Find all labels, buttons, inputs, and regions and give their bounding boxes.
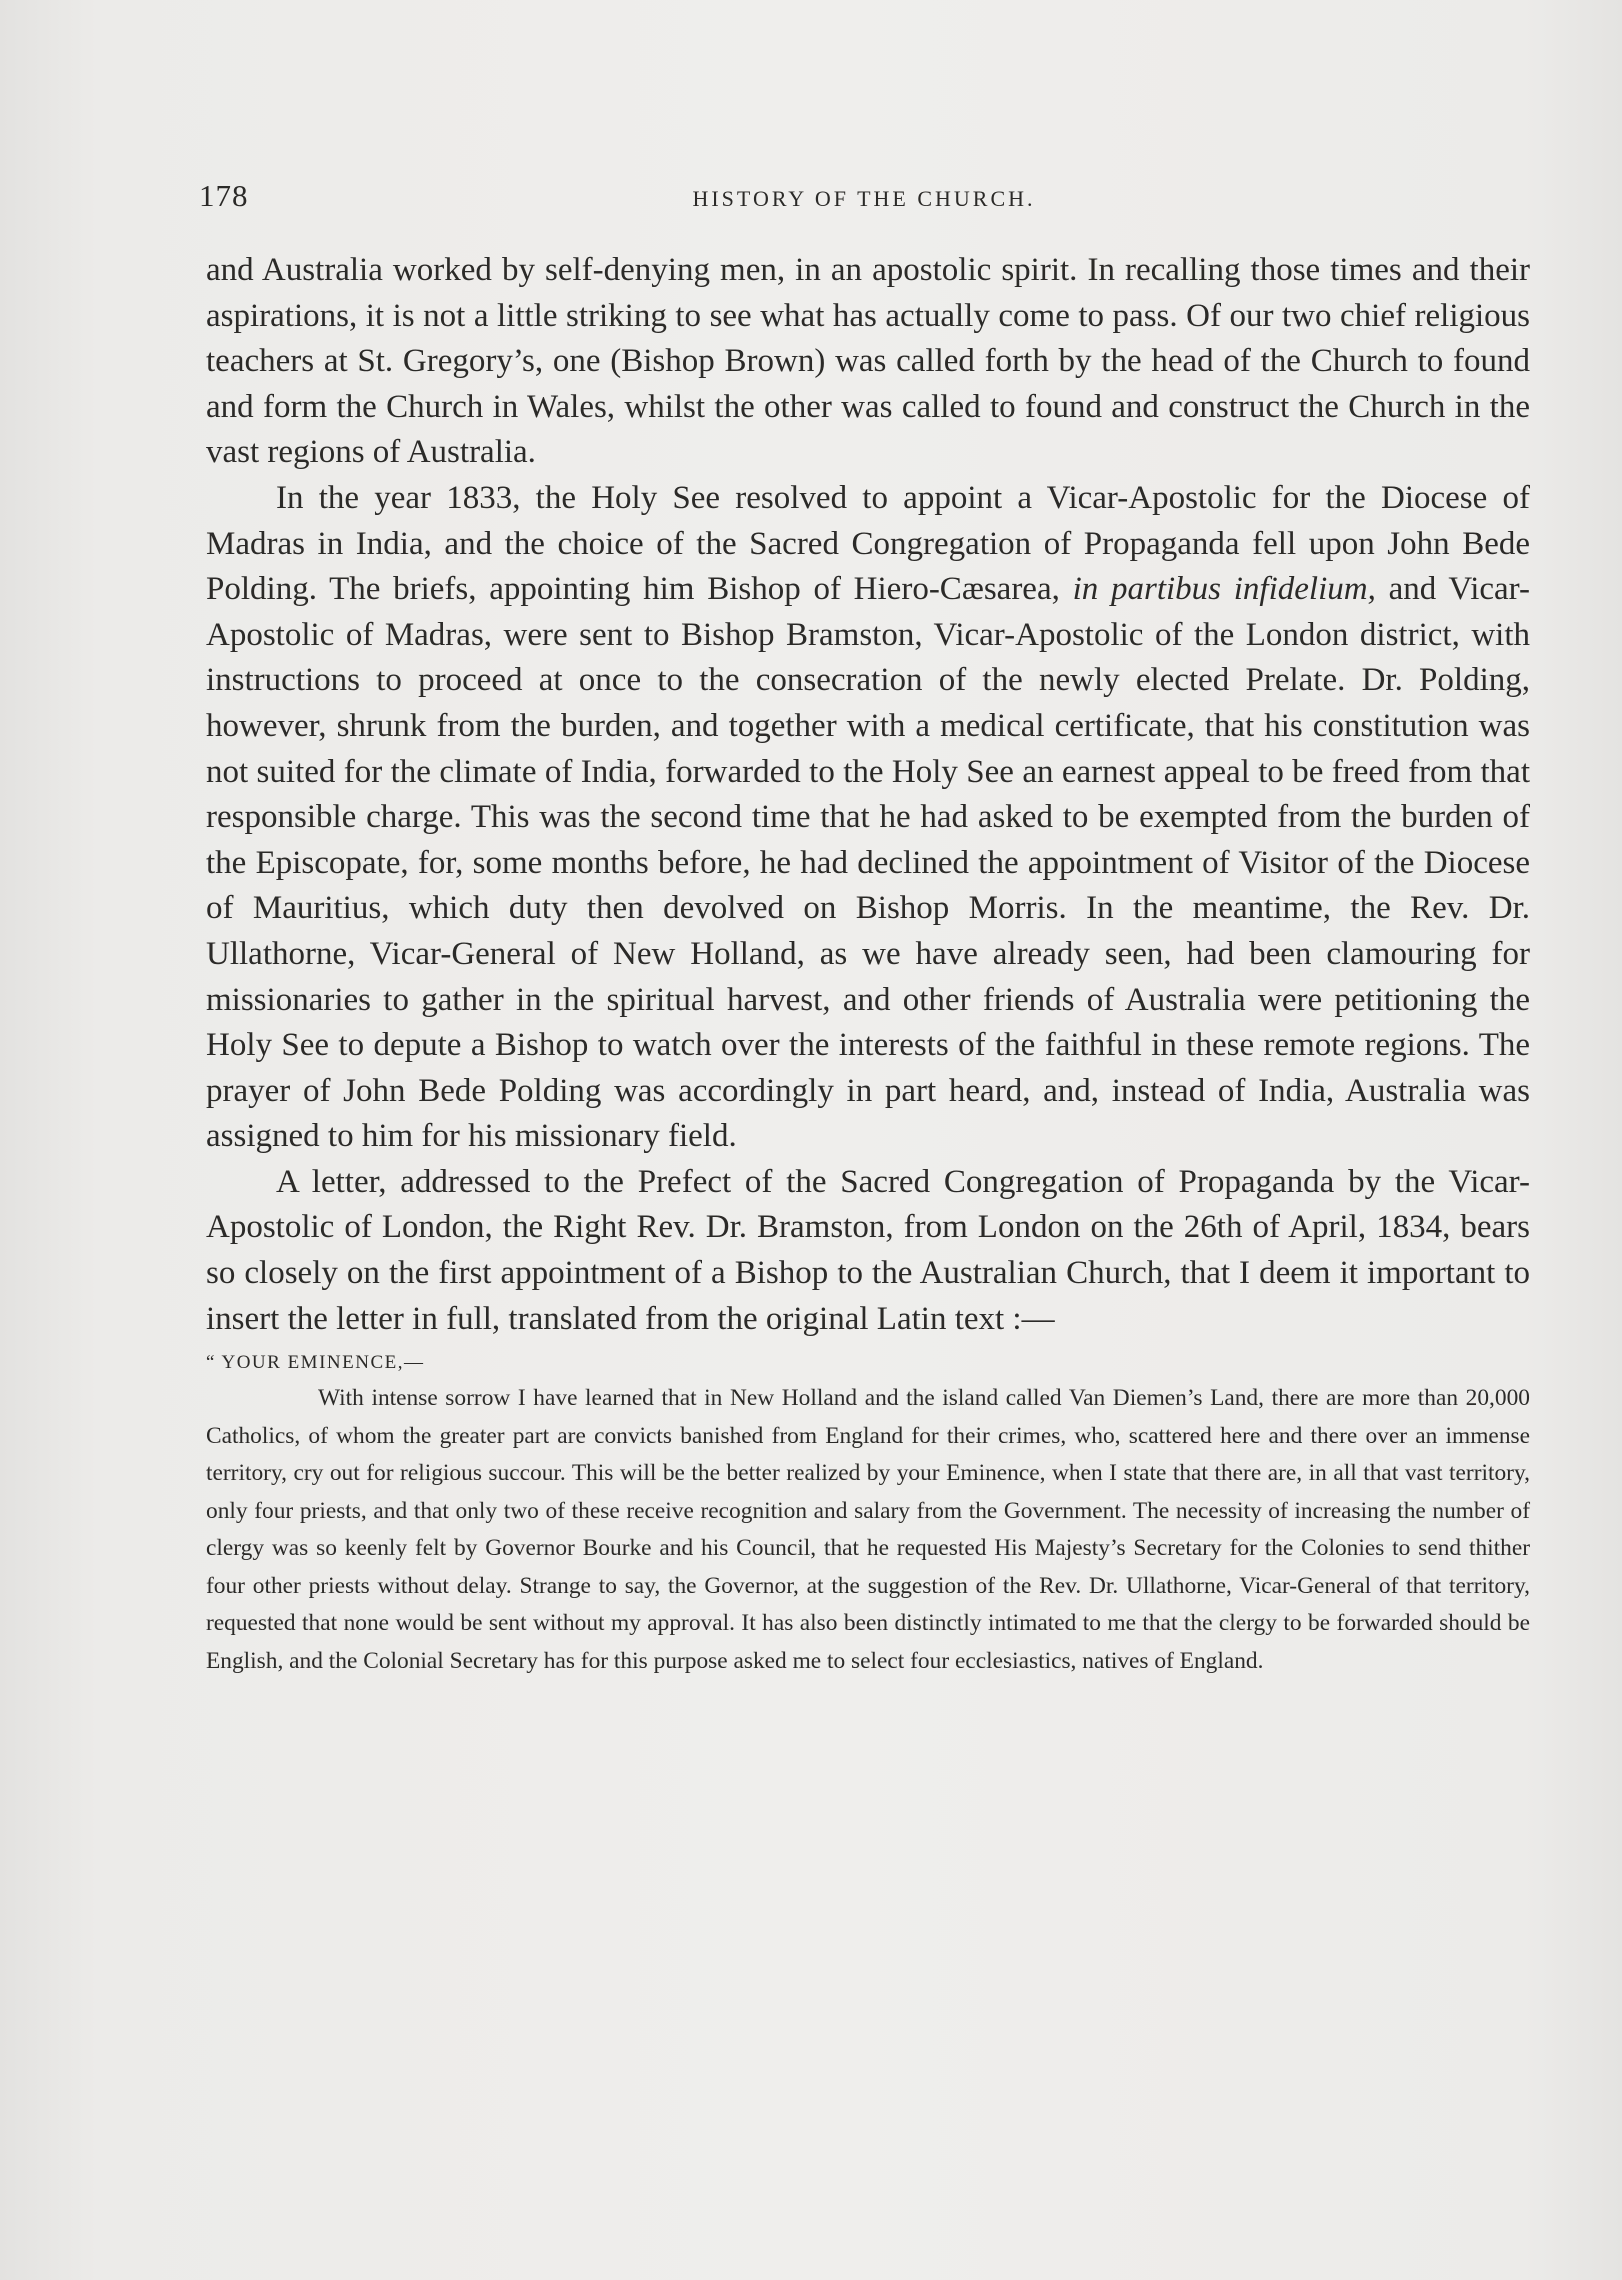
page-number: 178	[199, 178, 249, 213]
paragraph-appointment	[206, 476, 1530, 1160]
body-text	[206, 248, 1530, 1680]
page-header	[199, 178, 1529, 224]
paragraph-letter-intro: A letter, addressed to the Prefect of the Sacred Congregation of Propaganda by the Vicar-Apostolic of London, the Right Rev. Dr. Bramston, from London on the 26th of April, 1834, bears so closely on the first appointment of a Bishop to the Australian Church, that I deem it important to insert the letter in full, translated from the original Latin text :—	[206, 1163, 1530, 1337]
letter-salutation: “ YOUR EMINENCE,—	[206, 1352, 425, 1374]
paragraph-continuation: and Australia worked by self-denying men, in an apostolic spirit. In recalling those times and their aspirations, it is not a little striking to see what has actually come to pass. Of our two chief religious teachers at St. Gregory’s, one (Bishop Brown) was called forth by the head of the Church to found and form the Church in Wales, whilst the other was called to found and construct the Church in the vast regions of Australia.	[206, 252, 1530, 471]
letter-body: With intense sorrow I have learned that in New Holland and the island called Van Diemen’s Land, there are more than 20,000 Catholics, of whom the greater part are convicts banished from England for their crimes, who, scattered here and there over an immense territory, cry out for religious succour. This will be the better realized by your Eminence, when I state that there are, in all that vast territory, only four priests, and that only two of these receive recognition and salary from the Government. The necessity of increasing the number of clergy was so keenly felt by Governor Bourke and his Council, that he requested His Majesty’s Secretary for the Colonies to send thither four other priests without delay. Strange to say, the Governor, at the suggestion of the Rev. Dr. Ullathorne, Vicar-General of that territory, requested that none would be sent without my approval. It has also been distinctly intimated to me that the clergy to be forwarded should be English, and the Colonial Secretary has for this purpose asked me to select four ecclesiastics, natives of England.	[206, 1385, 1530, 1674]
running-head: HISTORY OF THE CHURCH.	[692, 186, 1036, 211]
quoted-letter	[206, 1348, 1530, 1680]
latin-phrase: in partibus infidelium,	[1072, 571, 1376, 608]
paragraph-appointment-text-1: In the year 1833, the Holy See resolved to appoint a Vicar-Apostolic for the Diocese of Madras in India, and the choice of the Sacred Congregation of Propaganda fell upon John Bede Polding. The briefs, appointing him Bishop of Hiero-Cæsarea,	[206, 479, 1530, 608]
paragraph-appointment-text-2: and Vicar-Apostolic of Madras, were sent to Bishop Bramston, Vicar-Apostolic of the London district, with instructions to proceed at once to the consecration of the newly elected Prelate. Dr. Polding, however, shrunk from the burden, and together with a medical certificate, that his constitution was not suited for the climate of India, forwarded to the Holy See an earnest appeal to be freed from that responsible charge. This was the second time that he had asked to be exempted from the burden of the Episcopate, for, some months before, he had declined the appointment of Visitor of the Diocese of Mauritius, which duty then devolved on Bishop Morris. In the meantime, the Rev. Dr. Ullathorne, Vicar-General of New Holland, as we have already seen, had been clamouring for missionaries to gather in the spiritual harvest, and other friends of Australia were petitioning the Holy See to depute a Bishop to watch over the interests of the faithful in these remote regions. The prayer of John Bede Polding was accordingly in part heard, and, instead of India, Australia was assigned to him for his missionary field.	[206, 571, 1530, 1155]
